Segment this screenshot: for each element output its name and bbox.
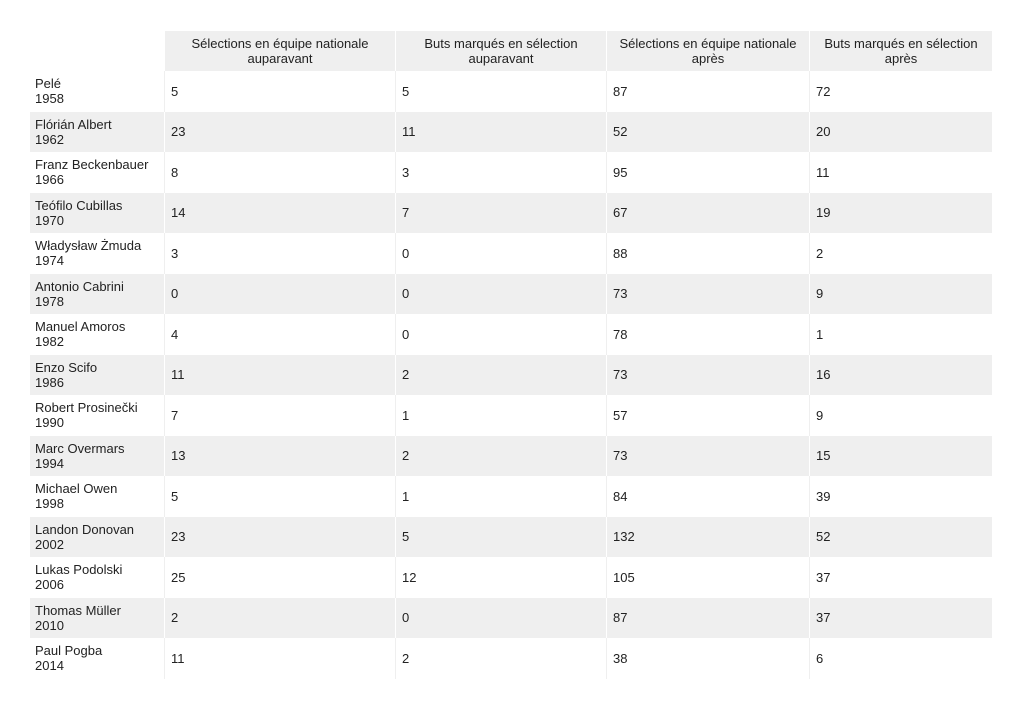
cell-goals-before: 1 [395, 395, 606, 436]
world-cup-year: 2002 [35, 536, 64, 552]
data-table-container [30, 31, 992, 679]
cell-goals-before: 2 [395, 355, 606, 396]
cell-caps-before: 5 [164, 476, 395, 517]
cell-caps-before: 3 [164, 233, 395, 274]
row-header [30, 598, 164, 639]
column-header-caps-before: Sélections en équipe nationale auparavant [164, 31, 395, 71]
cell-caps-before: 11 [164, 638, 395, 679]
table-row [30, 476, 992, 517]
player-name: Pelé [35, 76, 62, 92]
cell-caps-before: 4 [164, 314, 395, 355]
cell-goals-before: 12 [395, 557, 606, 598]
table-row [30, 517, 992, 558]
corner-cell [30, 31, 164, 71]
column-header-goals-after: Buts marqués en sélection après [809, 31, 992, 71]
player-name: Landon Donovan [35, 521, 135, 537]
cell-caps-after: 87 [606, 71, 809, 112]
world-cup-year: 1962 [35, 131, 64, 147]
world-cup-year: 2006 [35, 577, 64, 593]
cell-caps-after: 38 [606, 638, 809, 679]
row-header [30, 557, 164, 598]
row-header [30, 152, 164, 193]
cell-caps-before: 23 [164, 517, 395, 558]
header-row [30, 31, 992, 71]
cell-caps-after: 52 [606, 112, 809, 153]
table-row [30, 638, 992, 679]
column-header-goals-before: Buts marqués en sélection auparavant [395, 31, 606, 71]
cell-caps-after: 73 [606, 355, 809, 396]
world-cup-year: 1974 [35, 253, 64, 269]
cell-caps-after: 78 [606, 314, 809, 355]
table-row [30, 274, 992, 315]
cell-goals-before: 5 [395, 71, 606, 112]
cell-caps-after: 73 [606, 274, 809, 315]
world-cup-year: 1982 [35, 334, 64, 350]
table-row [30, 112, 992, 153]
table-row [30, 233, 992, 274]
cell-goals-after: 52 [809, 517, 992, 558]
cell-goals-after: 15 [809, 436, 992, 477]
row-header [30, 314, 164, 355]
table-row [30, 193, 992, 234]
table-row [30, 314, 992, 355]
cell-goals-after: 72 [809, 71, 992, 112]
cell-goals-after: 19 [809, 193, 992, 234]
cell-goals-before: 0 [395, 233, 606, 274]
data-table [30, 31, 992, 679]
cell-goals-after: 16 [809, 355, 992, 396]
cell-caps-before: 8 [164, 152, 395, 193]
table-header [30, 31, 992, 71]
table-row [30, 598, 992, 639]
cell-caps-after: 132 [606, 517, 809, 558]
world-cup-year: 1958 [35, 91, 64, 107]
player-name: Teófilo Cubillas [35, 197, 123, 213]
table-row [30, 71, 992, 112]
world-cup-year: 1978 [35, 293, 64, 309]
row-header [30, 355, 164, 396]
cell-goals-after: 39 [809, 476, 992, 517]
player-name: Franz Beckenbauer [35, 157, 149, 173]
table-row [30, 557, 992, 598]
cell-goals-after: 37 [809, 598, 992, 639]
cell-goals-after: 9 [809, 395, 992, 436]
cell-caps-before: 25 [164, 557, 395, 598]
world-cup-year: 2014 [35, 658, 64, 674]
cell-goals-before: 2 [395, 638, 606, 679]
table-row [30, 355, 992, 396]
world-cup-year: 1994 [35, 455, 64, 471]
cell-goals-before: 11 [395, 112, 606, 153]
cell-caps-before: 0 [164, 274, 395, 315]
player-name: Antonio Cabrini [35, 278, 124, 294]
cell-goals-after: 11 [809, 152, 992, 193]
player-name: Thomas Müller [35, 602, 121, 618]
cell-goals-after: 2 [809, 233, 992, 274]
cell-caps-before: 13 [164, 436, 395, 477]
cell-caps-before: 23 [164, 112, 395, 153]
cell-goals-before: 0 [395, 598, 606, 639]
cell-goals-before: 7 [395, 193, 606, 234]
world-cup-year: 1998 [35, 496, 64, 512]
cell-goals-before: 2 [395, 436, 606, 477]
cell-caps-after: 84 [606, 476, 809, 517]
cell-goals-before: 0 [395, 274, 606, 315]
cell-caps-before: 11 [164, 355, 395, 396]
world-cup-year: 1986 [35, 374, 64, 390]
cell-caps-before: 2 [164, 598, 395, 639]
row-header [30, 517, 164, 558]
player-name: Paul Pogba [35, 643, 103, 659]
table-row [30, 395, 992, 436]
cell-caps-after: 88 [606, 233, 809, 274]
player-name: Manuel Amoros [35, 319, 126, 335]
cell-goals-after: 9 [809, 274, 992, 315]
world-cup-year: 1970 [35, 212, 64, 228]
cell-caps-before: 14 [164, 193, 395, 234]
cell-caps-before: 5 [164, 71, 395, 112]
table-row [30, 436, 992, 477]
player-name: Władysław Żmuda [35, 238, 142, 254]
row-header [30, 112, 164, 153]
cell-caps-after: 73 [606, 436, 809, 477]
table-body [30, 71, 992, 679]
cell-goals-before: 0 [395, 314, 606, 355]
world-cup-year: 1990 [35, 415, 64, 431]
cell-goals-after: 20 [809, 112, 992, 153]
row-header [30, 476, 164, 517]
cell-caps-after: 105 [606, 557, 809, 598]
cell-caps-after: 95 [606, 152, 809, 193]
cell-goals-after: 37 [809, 557, 992, 598]
row-header [30, 233, 164, 274]
world-cup-year: 1966 [35, 172, 64, 188]
player-name: Michael Owen [35, 481, 118, 497]
table-row [30, 152, 992, 193]
player-name: Lukas Podolski [35, 562, 123, 578]
row-header [30, 274, 164, 315]
cell-caps-before: 7 [164, 395, 395, 436]
row-header [30, 395, 164, 436]
row-header [30, 638, 164, 679]
row-header [30, 71, 164, 112]
row-header [30, 436, 164, 477]
cell-goals-before: 3 [395, 152, 606, 193]
cell-goals-after: 1 [809, 314, 992, 355]
row-header [30, 193, 164, 234]
player-name: Enzo Scifo [35, 359, 98, 375]
world-cup-year: 2010 [35, 617, 64, 633]
cell-caps-after: 87 [606, 598, 809, 639]
cell-caps-after: 67 [606, 193, 809, 234]
cell-caps-after: 57 [606, 395, 809, 436]
cell-goals-before: 5 [395, 517, 606, 558]
column-header-caps-after: Sélections en équipe nationale après [606, 31, 809, 71]
player-name: Robert Prosinečki [35, 400, 138, 416]
cell-goals-before: 1 [395, 476, 606, 517]
player-name: Flórián Albert [35, 116, 112, 132]
player-name: Marc Overmars [35, 440, 125, 456]
cell-goals-after: 6 [809, 638, 992, 679]
